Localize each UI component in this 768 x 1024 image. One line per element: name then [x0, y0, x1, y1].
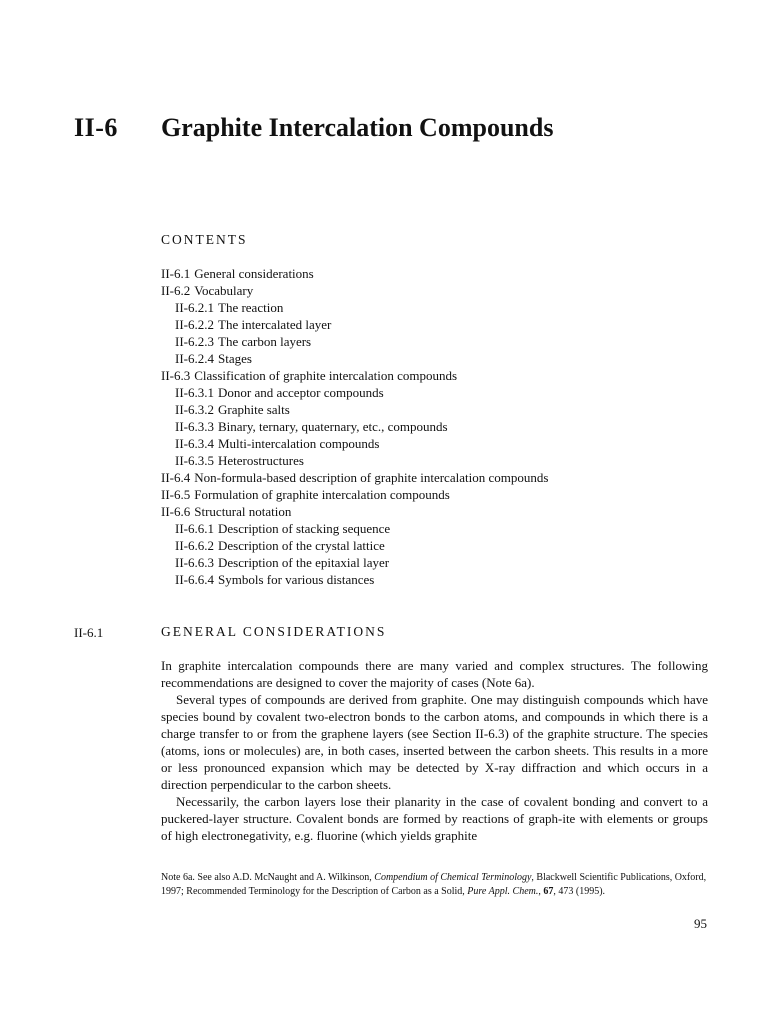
toc-item-number: II-6.6.4 [175, 572, 214, 587]
footnote-mid: , Blackwell Scientific Publications, Oxford, 1997; Recommended Terminology for the Description of Carbon as a Solid, [161, 872, 707, 897]
toc-item-number: II-6.3.3 [175, 419, 214, 434]
toc-item-label: Donor and acceptor compounds [218, 385, 384, 400]
toc-item [161, 282, 548, 299]
body-paragraph: Necessarily, the carbon layers lose their planarity in the case of covalent bonding and convert to a puckered-layer structure. Covalent bonds are formed by reactions of graph-ite with elements or groups of high electronegativity, e.g. fluorine (which yields graphite [161, 794, 708, 843]
toc-item-label: Structural notation [194, 504, 292, 519]
toc-item-label: The reaction [218, 300, 284, 315]
toc-item-number: II-6.5 [161, 487, 191, 502]
toc-item-number: II-6.3.4 [175, 436, 214, 451]
section-heading: GENERAL CONSIDERATIONS [161, 624, 387, 639]
toc-item [161, 537, 548, 554]
toc-item-label: Non-formula-based description of graphite intercalation compounds [194, 470, 549, 485]
toc-item [161, 486, 548, 503]
toc-item [161, 367, 548, 384]
section-body [161, 657, 708, 844]
footnote [161, 871, 708, 898]
body-paragraph: In graphite intercalation compounds there are many varied and complex structures. The following recommendations are designed to cover the majority of cases (Note 6a). [161, 658, 708, 690]
section-number: II-6.1 [74, 625, 104, 640]
toc-item [161, 333, 548, 350]
toc-item-label: Stages [218, 351, 252, 366]
toc-item-number: II-6.3.5 [175, 453, 214, 468]
footnote-tail: , [538, 885, 544, 897]
page-number: 95 [694, 916, 707, 931]
toc-item-label: Formulation of graphite intercalation compounds [194, 487, 450, 502]
toc-item-number: II-6.2.1 [175, 300, 214, 315]
contents-heading: CONTENTS [161, 232, 248, 247]
toc-item-label: Graphite salts [218, 402, 290, 417]
toc-item [161, 571, 548, 588]
toc-item-number: II-6.6.1 [175, 521, 214, 536]
toc-item [161, 299, 548, 316]
toc-item-label: Binary, ternary, quaternary, etc., compounds [218, 419, 448, 434]
toc-item-label: Vocabulary [194, 283, 254, 298]
toc-item [161, 401, 548, 418]
footnote-pages: , 473 (1995). [553, 885, 606, 897]
toc-item-number: II-6.1 [161, 266, 191, 281]
toc-item-label: Description of the epitaxial layer [218, 555, 390, 570]
body-paragraph: Several types of compounds are derived from graphite. One may distinguish compounds which have species bound by covalent two-electron bonds to the carbon atoms, and compounds in which there is a charge transfer to or from the graphene layers (see Section II-6.3) of the graphite structure. The species (atoms, ions or molecules) are, in both cases, inserted between the carbon sheets. This results in a more or less pronounced expansion which may be detected by X-ray diffraction and which occurs in a direction perpendicular to the carbon sheets. [161, 692, 708, 792]
toc-item-number: II-6.6.3 [175, 555, 214, 570]
toc-item-label: Classification of graphite intercalation compounds [194, 368, 458, 383]
toc-item [161, 418, 548, 435]
toc-item [161, 554, 548, 571]
toc-item-label: Multi-intercalation compounds [218, 436, 380, 451]
toc-item [161, 435, 548, 452]
footnote-title-journal: Pure Appl. Chem. [467, 885, 539, 897]
toc-item-number: II-6.6 [161, 504, 191, 519]
toc-item-number: II-6.2 [161, 283, 191, 298]
footnote-lead: Note 6a. See also A.D. McNaught and A. Wilkinson, [161, 872, 375, 883]
toc-item-label: Symbols for various distances [218, 572, 375, 587]
table-of-contents [161, 265, 548, 588]
toc-item-number: II-6.6.2 [175, 538, 214, 553]
toc-item [161, 316, 548, 333]
chapter-number: II-6 [74, 113, 118, 142]
toc-item-number: II-6.3.2 [175, 402, 214, 417]
toc-item [161, 350, 548, 367]
toc-item-number: II-6.2.3 [175, 334, 214, 349]
toc-item [161, 452, 548, 469]
toc-item-label: Description of stacking sequence [218, 521, 391, 536]
toc-item [161, 469, 548, 486]
toc-item-label: Description of the crystal lattice [218, 538, 385, 553]
toc-item-number: II-6.3 [161, 368, 191, 383]
toc-item [161, 384, 548, 401]
toc-item [161, 265, 548, 282]
toc-item-label: Heterostructures [218, 453, 304, 468]
toc-item-number: II-6.3.1 [175, 385, 214, 400]
toc-item-number: II-6.4 [161, 470, 191, 485]
toc-item-label: General considerations [194, 266, 314, 281]
chapter-title: Graphite Intercalation Compounds [161, 113, 554, 142]
toc-item-label: The intercalated layer [218, 317, 332, 332]
footnote-title-compendium: Compendium of Chemical Terminology [374, 872, 532, 883]
footnote-volume: 67 [543, 885, 554, 897]
toc-item-number: II-6.2.4 [175, 351, 214, 366]
toc-item-number: II-6.2.2 [175, 317, 214, 332]
toc-item [161, 503, 548, 520]
toc-item-label: The carbon layers [218, 334, 312, 349]
toc-item [161, 520, 548, 537]
